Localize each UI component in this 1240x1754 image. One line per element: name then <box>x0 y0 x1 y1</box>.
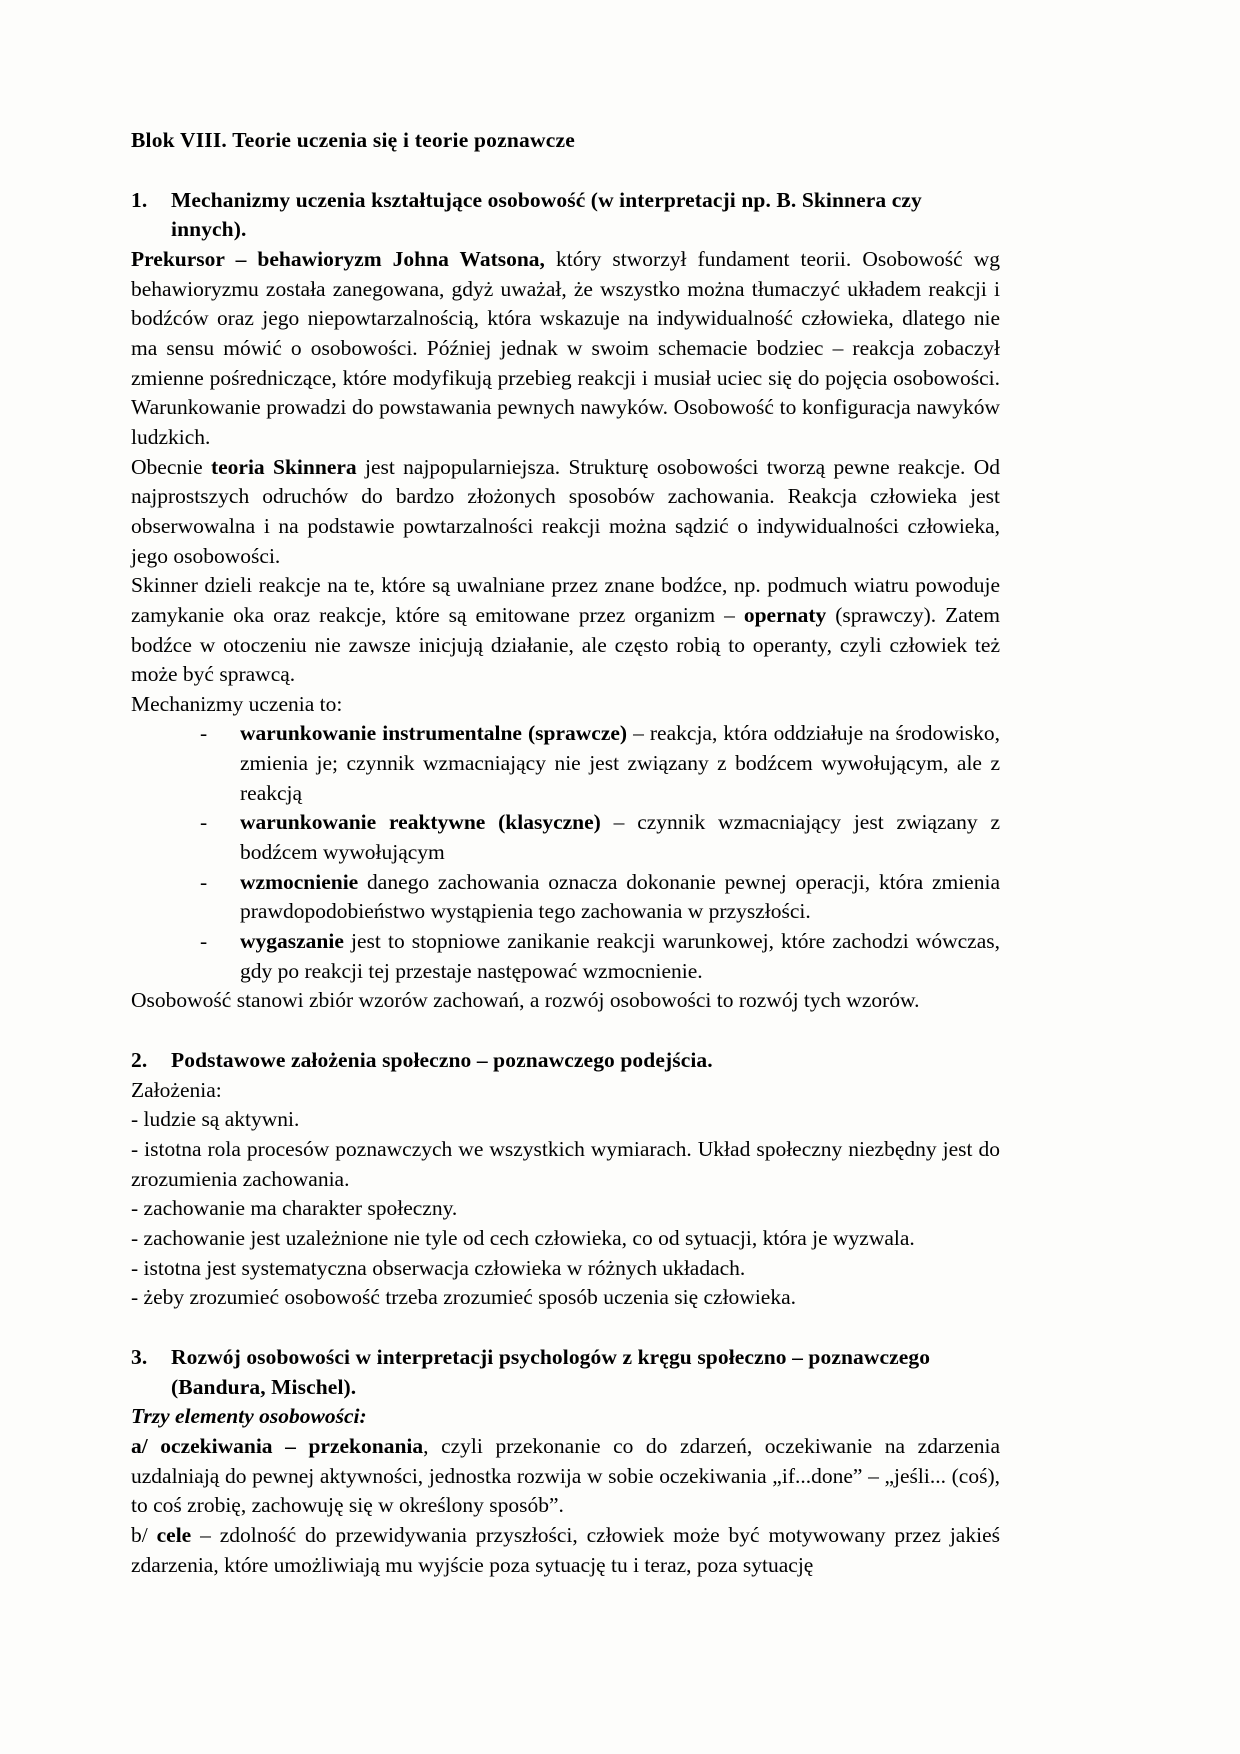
section-3-number: 3. <box>131 1344 148 1369</box>
element-b-term: cele <box>156 1522 192 1547</box>
section-gap <box>131 1313 1000 1343</box>
list-item-text <box>240 719 1000 808</box>
list-item-text <box>240 808 1000 867</box>
list-item-body: danego zachowania oznacza dokonanie pewnej operacji, która zmienia prawdopodobieństwo wystąpienia tego zachowania w przyszłości. <box>240 869 1000 924</box>
list-item <box>131 808 1000 867</box>
section-1-number: 1. <box>131 187 148 212</box>
zalozenia-bullet: - zachowanie ma charakter społeczny. <box>131 1196 458 1221</box>
zalozenia-bullet: - istotna jest systematyczna obserwacja człowieka w różnych układach. <box>131 1255 746 1280</box>
zalozenia-intro: Założenia: <box>131 1077 222 1102</box>
page-title: Blok VIII. Teorie uczenia się i teorie poznawcze <box>131 128 575 152</box>
section-1-paragraph-2 <box>131 453 1000 572</box>
dash-marker-icon: - <box>200 810 208 835</box>
document-body <box>131 126 1000 1580</box>
zalozenia-bullet: - zachowanie jest uzależnione nie tyle od cech człowieka, co od sytuacji, która je wyzwala. <box>131 1225 915 1250</box>
section-1-heading-line1: Mechanizmy uczenia kształtujące osobowość (w interpretacji np. B. Skinnera czy <box>171 187 922 212</box>
section-1-heading-line2: innych). <box>171 217 247 242</box>
section-1-closing: Osobowość stanowi zbiór wzorów zachowań, a rozwój osobowości to rozwój tych wzorów. <box>131 988 920 1013</box>
section-3-heading-line2: (Bandura, Mischel). <box>171 1374 357 1399</box>
section-2-heading-text <box>171 1046 1000 1076</box>
prekursor-rest: który stworzył fundament teorii. Osobowość wg behawioryzmu została zanegowana, gdyż uważał, że wszystko można tłumaczyć układem reakcji i bodźców oraz jego niepowtarzalnością, która wskazuje na indywidualność człowieka, dlatego nie ma sensu mówić o osobowości. Później jednak w swoim schemacie bodziec – reakcja zobaczył zmienne pośredniczące, które modyfikują przebieg reakcji i musiał uciec się do pojęcia osobowości. Warunkowanie prowadzi do powstawania pewnych nawyków. Osobowość to konfiguracja nawyków ludzkich. <box>131 246 1000 449</box>
section-3-heading <box>131 1343 1000 1402</box>
list-item-term: wygaszanie <box>240 929 344 954</box>
section-2-heading <box>131 1046 1000 1076</box>
element-b-prefix: b/ <box>131 1522 157 1547</box>
dash-marker-icon: - <box>200 869 208 894</box>
section-1-paragraph-1 <box>131 245 1000 453</box>
element-a-body: , czyli przekonanie co do zdarzeń, oczekiwanie na zdarzenia uzdalniają do pewnej aktywności, jednostka rozwija w sobie oczekiwania „if...done” – „jeśli... (coś), to coś zrobię, zachowuję się w określony sposób”. <box>131 1433 1000 1518</box>
element-a-paragraph <box>131 1432 1000 1521</box>
skinner-rest: (sprawczy). Zatem bodźce w otoczeniu nie zawsze inicjują działanie, ale często robią to operanty, czyli człowiek też może być sprawcą. <box>131 602 1000 687</box>
list-item-body: – reakcja, która oddziałuje na środowisko, zmienia je; czynnik wzmacniający nie jest związany z bodźcem wywołującym, ale z reakcją <box>240 721 1000 805</box>
list-item-body: – czynnik wzmacniający jest związany z bodźcem wywołującym <box>240 810 1000 865</box>
section-1-paragraph-3 <box>131 571 1000 690</box>
section-3-heading-line1: Rozwój osobowości w interpretacji psychologów z kręgu społeczno – poznawczego <box>171 1344 931 1369</box>
list-item <box>131 868 1000 927</box>
list-item-body: jest to stopniowe zanikanie reakcji warunkowej, które zachodzi wówczas, gdy po reakcji tej przestaje następować wzmocnienie. <box>240 929 1000 983</box>
zalozenia-bullet: - żeby zrozumieć osobowość trzeba zrozumieć sposób uczenia się człowieka. <box>131 1285 797 1310</box>
teoria-skinnera-bold: teoria Skinnera <box>210 454 357 479</box>
list-item <box>131 927 1000 986</box>
section-3-heading-text <box>171 1343 1000 1402</box>
list-item-term: wzmocnienie <box>240 869 359 894</box>
dash-marker-icon: - <box>200 721 208 746</box>
list-item-text <box>240 927 1000 986</box>
obecnie-rest: jest najpopularniejsza. Strukturę osobowości tworzą pewne reakcje. Od najprostszych odruchów do bardzo złożonych sposobów zachowania. Reakcja człowieka jest obserwowalna i na podstawie powtarzalności reakcji można sądzić o indywidualności człowieka, jego osobowości. <box>131 454 1000 568</box>
mechanizmy-list <box>131 719 1000 986</box>
element-b-body: – zdolność do przewidywania przyszłości, człowiek może być motywowany przez jakieś zdarzenia, które umożliwiają mu wyjście poza sytuację tu i teraz, poza sytuację <box>131 1522 1000 1577</box>
element-b-paragraph <box>131 1521 1000 1580</box>
list-item <box>131 719 1000 808</box>
skinner-pre: Skinner dzieli reakcje na te, które są uwalniane przez znane bodźce, np. podmuch wiatru powoduje zamykanie oka oraz reakcje, które są emitowane przez organizm – <box>131 573 1000 627</box>
list-item-term: warunkowanie instrumentalne (sprawcze) <box>240 721 628 746</box>
section-2-number: 2. <box>131 1048 148 1073</box>
section-1-heading <box>131 186 1000 245</box>
prekursor-bold-lead: Prekursor – behawioryzm Johna Watsona, <box>131 246 545 271</box>
section-gap <box>131 1016 1000 1046</box>
dash-marker-icon: - <box>200 929 208 954</box>
obecnie-pre: Obecnie <box>131 454 211 479</box>
opernaty-bold: opernaty <box>743 602 827 627</box>
zalozenia-bullet: - istotna rola procesów poznawczych we wszystkich wymiarach. Układ społeczny niezbędny jest do zrozumienia zachowania. <box>131 1137 1000 1191</box>
section-1-heading-text <box>171 186 1000 245</box>
section-2-heading-line1: Podstawowe założenia społeczno – poznawczego podejścia. <box>171 1048 713 1073</box>
mechanizmy-list-intro: Mechanizmy uczenia to: <box>131 691 343 716</box>
list-item-term: warunkowanie reaktywne (klasyczne) <box>240 810 601 835</box>
element-a-term: a/ oczekiwania – przekonania <box>131 1433 424 1458</box>
list-item-text <box>240 868 1000 927</box>
zalozenia-bullet: - ludzie są aktywni. <box>131 1107 300 1132</box>
trzy-elementy-subheading: Trzy elementy osobowości: <box>131 1404 367 1429</box>
